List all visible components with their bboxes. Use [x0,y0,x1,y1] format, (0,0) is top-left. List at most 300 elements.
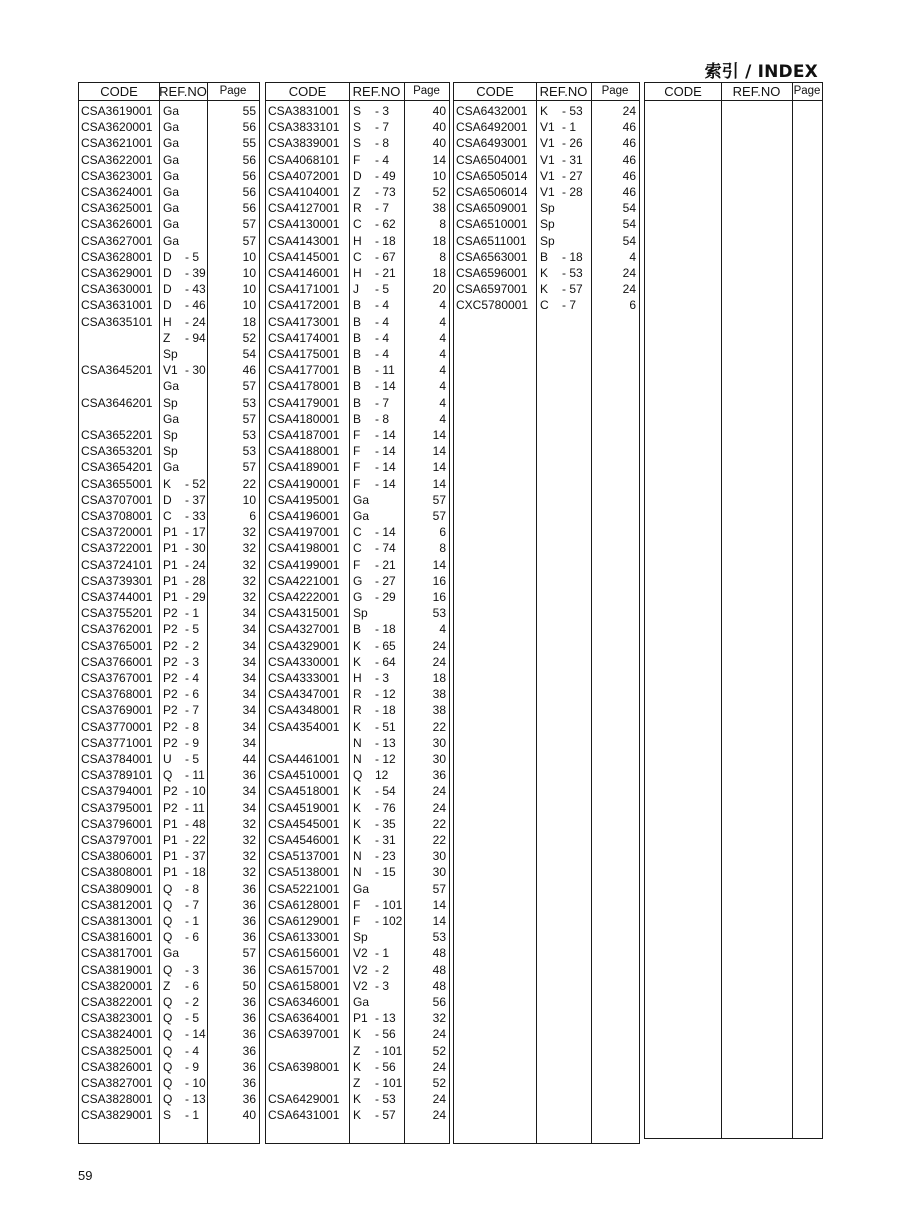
table-row [79,411,259,427]
code-cell: CSA4546001 [268,833,340,847]
ref-number-cell: - 24 [185,314,206,329]
ref-group-cell: P2 [163,638,178,653]
page-cell: 57 [242,460,256,475]
ref-group-cell: P2 [163,703,178,718]
ref-number-cell: - 14 [375,525,396,540]
ref-group-cell: G [353,573,363,588]
page-cell: 20 [432,282,446,297]
code-cell: CSA3824001 [81,1027,153,1042]
ref-number-cell: - 5 [185,249,200,264]
table-row [266,832,449,848]
ref-number-cell: - 15 [375,865,396,880]
table-row [454,265,639,281]
ref-group-cell: D [163,492,172,507]
ref-group-cell: C [163,509,172,523]
ref-group-cell: P2 [163,622,178,637]
ref-group-cell: P2 [163,654,178,669]
ref-group-cell: C [353,217,362,232]
table-row [79,362,259,378]
column-header-row [454,83,639,101]
page-cell: 36 [242,1011,256,1026]
code-cell: CSA6597001 [456,282,528,297]
ref-group-cell: D [163,249,172,264]
ref-group-cell: K [353,719,362,734]
code-cell: CSA3621001 [81,136,153,151]
ref-group-cell: B [353,411,362,426]
page-cell: 14 [432,914,446,928]
code-cell: CSA3623001 [81,168,153,183]
code-cell: CSA3626001 [81,217,153,232]
code-cell: CSA5221001 [268,881,340,896]
ref-number-cell: - 76 [375,800,396,815]
code-cell: CSA3708001 [81,509,153,523]
code-cell: CSA3767001 [81,671,153,685]
ref-number-cell: - 8 [375,411,390,426]
table-row [266,589,449,605]
ref-number-cell: - 7 [185,897,200,912]
code-cell: CSA4196001 [268,509,340,523]
page-cell: 8 [439,249,446,264]
ref-group-cell: K [163,476,172,491]
ref-number-cell: - 18 [562,249,583,264]
ref-group-cell: Sp [163,444,178,459]
ref-group-cell: P1 [163,590,178,604]
ref-number-cell: - 27 [375,573,396,588]
ref-number-cell: - 53 [375,1092,396,1107]
ref-group-cell: C [353,541,362,556]
ref-number-cell: - 7 [375,395,390,410]
ref-number-cell: - 62 [375,217,396,232]
ref-number-cell: - 27 [562,168,583,183]
code-cell: CSA4545001 [268,816,340,831]
ref-number-cell: - 53 [562,266,583,280]
code-cell: CSA4130001 [268,217,340,232]
ref-number-cell: - 1 [185,1108,200,1123]
page-cell: 36 [242,1027,256,1042]
table-row [454,297,639,313]
page-cell: 57 [432,492,446,507]
code-cell: CSA6157001 [268,962,340,977]
ref-group-cell: V1 [540,152,555,167]
page-cell: 53 [432,606,446,621]
table-row [79,1059,259,1075]
page-cell: 14 [432,460,446,475]
code-cell: CSA6346001 [268,995,340,1009]
code-cell: CSA3755201 [81,606,153,621]
ref-number-cell: - 2 [185,995,200,1009]
page-cell: 48 [432,946,446,961]
code-cell: CSA4195001 [268,492,340,507]
table-row [79,524,259,540]
ref-no-header: REF.NO [159,84,207,99]
ref-group-cell: K [540,104,549,118]
table-row [266,395,449,411]
ref-number-cell: - 18 [375,622,396,637]
ref-group-cell: Ga [163,152,180,167]
ref-number-cell: - 1 [375,946,390,961]
table-row [79,1010,259,1026]
ref-group-cell: Sp [353,606,368,621]
page-cell: 34 [242,800,256,815]
ref-group-cell: K [540,266,549,280]
table-row [454,152,639,168]
code-cell: CSA6563001 [456,249,528,264]
ref-number-cell: - 51 [375,719,396,734]
ref-number-cell: - 1 [185,914,200,928]
ref-group-cell: B [353,622,362,637]
table-row [266,751,449,767]
ref-group-cell: Sp [540,217,555,232]
ref-number-cell: - 13 [375,1011,396,1026]
table-row [266,816,449,832]
page-cell: 18 [432,671,446,685]
page-cell: 18 [242,314,256,329]
table-row [79,281,259,297]
ref-group-cell: B [353,298,362,313]
page-cell: 46 [622,152,636,167]
code-cell: CSA6398001 [268,1059,340,1074]
page-cell: 32 [432,1011,446,1026]
code-cell: CSA3628001 [81,249,153,264]
page-cell: 36 [432,768,446,783]
ref-number-cell: - 5 [185,752,200,766]
page-cell: 55 [242,136,256,151]
code-cell: CSA4330001 [268,654,340,669]
page-cell: 10 [242,266,256,280]
code-cell: CSA3796001 [81,816,153,831]
page-cell: 4 [439,363,446,378]
page-cell: 24 [622,282,636,297]
ref-group-cell: B [540,249,549,264]
code-cell: CSA6510001 [456,217,528,232]
page-cell: 32 [242,849,256,864]
page-cell: 48 [432,962,446,977]
page-cell: 56 [242,120,256,135]
page-cell: 24 [432,1092,446,1107]
page-cell: 4 [629,249,636,264]
ref-group-cell: Sp [353,930,368,945]
table-row [79,168,259,184]
page-cell: 53 [432,930,446,945]
table-row [266,848,449,864]
page-cell: 24 [622,104,636,118]
code-cell: CSA3808001 [81,865,153,880]
page-cell: 46 [622,168,636,183]
page-cell: 22 [432,816,446,831]
page-cell: 34 [242,671,256,685]
code-cell: CSA4348001 [268,703,340,718]
code-cell: CSA3655001 [81,476,153,491]
ref-group-cell: B [353,395,362,410]
code-cell: CSA4180001 [268,411,340,426]
ref-group-cell: Ga [353,881,370,896]
ref-group-cell: Sp [163,428,178,442]
ref-group-cell: S [353,120,362,135]
ref-number-cell: - 22 [185,833,206,847]
ref-number-cell: - 4 [375,347,390,361]
table-row [79,395,259,411]
table-row [266,702,449,718]
page-cell: 57 [432,881,446,896]
ref-group-cell: P1 [163,865,178,880]
ref-number-cell: - 46 [185,298,206,313]
table-row [266,897,449,913]
table-row [79,459,259,475]
ref-group-cell: V2 [353,962,368,977]
ref-group-cell: C [353,525,362,540]
page-cell: 40 [432,136,446,151]
table-row [79,378,259,394]
page-cell: 4 [439,379,446,394]
code-cell: CSA6364001 [268,1011,340,1026]
code-cell: CSA4329001 [268,638,340,653]
column-header-row [79,83,259,101]
table-row [454,168,639,184]
code-header: CODE [476,84,514,99]
page-cell: 50 [242,978,256,993]
ref-group-cell: P1 [163,557,178,572]
ref-number-cell: - 18 [375,233,396,248]
code-cell: CSA3620001 [81,120,153,135]
table-row [266,265,449,281]
page-cell: 24 [432,784,446,799]
table-row [79,1043,259,1059]
code-cell: CSA3833101 [268,120,340,135]
ref-group-cell: K [353,654,362,669]
code-cell: CSA4354001 [268,719,340,734]
code-cell: CSA3624001 [81,185,153,199]
ref-number-cell: - 3 [185,654,200,669]
ref-group-cell: K [353,816,362,831]
code-cell: CSA6509001 [456,201,528,216]
table-row [266,686,449,702]
ref-number-cell: - 24 [185,557,206,572]
table-row [79,897,259,913]
table-row [79,864,259,880]
code-cell: CSA3839001 [268,136,340,151]
code-cell: CSA3817001 [81,946,153,961]
page-cell: 24 [432,654,446,669]
page-cell: 56 [242,201,256,216]
table-row [79,265,259,281]
table-row [79,1107,259,1123]
code-cell: CSA4068101 [268,152,340,167]
table-row [266,783,449,799]
ref-group-cell: Z [353,185,361,199]
ref-group-cell: D [353,168,362,183]
code-cell: CSA3770001 [81,719,153,734]
ref-number-cell: - 67 [375,249,396,264]
page-cell: 32 [242,865,256,880]
ref-number-cell: - 3 [375,104,390,118]
ref-group-cell: V2 [353,946,368,961]
index-column-1 [78,82,260,1144]
page-cell: 10 [242,298,256,313]
page-cell: 36 [242,768,256,783]
table-row [454,103,639,119]
ref-number-cell: - 3 [375,671,390,685]
table-row [79,427,259,443]
page-cell: 30 [432,865,446,880]
code-header: CODE [100,84,138,99]
page-cell: 30 [432,849,446,864]
code-cell: CSA3820001 [81,978,153,993]
ref-number-cell: - 7 [375,120,390,135]
code-cell: CSA4190001 [268,476,340,491]
table-row [79,751,259,767]
code-cell: CSA4187001 [268,428,340,442]
ref-group-cell: Ga [163,379,180,394]
table-row [79,249,259,265]
page-cell: 32 [242,525,256,540]
table-row [266,297,449,313]
page-cell: 53 [242,444,256,459]
table-row [266,492,449,508]
ref-group-cell: P1 [163,573,178,588]
page-cell: 4 [439,395,446,410]
table-row [454,200,639,216]
table-row [79,702,259,718]
table-row [79,638,259,654]
table-row [79,767,259,783]
ref-group-cell: V2 [353,978,368,993]
ref-group-cell: R [353,201,362,216]
code-cell: CSA3765001 [81,638,153,653]
table-row [79,200,259,216]
page-cell: 30 [432,752,446,766]
code-cell: CSA6156001 [268,946,340,961]
ref-number-cell: - 49 [375,168,396,183]
ref-group-cell: Ga [163,185,180,199]
ref-number-cell: - 11 [375,363,395,378]
code-cell: CSA6505014 [456,168,528,183]
ref-number-cell: - 56 [375,1059,396,1074]
page-cell: 6 [439,525,446,540]
ref-group-cell: K [353,833,362,847]
ref-group-cell: Z [163,978,171,993]
page-cell: 44 [242,752,256,766]
ref-group-cell: P2 [163,800,178,815]
page-cell: 32 [242,590,256,604]
page-cell: 22 [242,476,256,491]
code-cell: CSA4145001 [268,249,340,264]
ref-number-cell: - 101 [375,1043,403,1058]
ref-group-cell: Sp [163,395,178,410]
code-cell: CSA3769001 [81,703,153,718]
table-row [79,573,259,589]
ref-group-cell: S [353,136,362,151]
code-cell: CSA3823001 [81,1011,153,1026]
ref-number-cell: - 57 [562,282,583,297]
table-row [79,962,259,978]
page-cell: 36 [242,930,256,945]
ref-group-cell: Q [163,1043,173,1058]
ref-number-cell: - 28 [562,185,583,199]
ref-number-cell: - 7 [375,201,390,216]
ref-group-cell: Q [163,995,173,1009]
ref-number-cell: - 8 [185,719,200,734]
page-cell: 36 [242,881,256,896]
code-cell: CSA3625001 [81,201,153,216]
ref-group-cell: P2 [163,606,178,621]
ref-group-cell: Ga [163,168,180,183]
page-cell: 36 [242,1092,256,1107]
page-cell: 30 [432,735,446,750]
ref-group-cell: H [163,314,172,329]
table-row [266,200,449,216]
ref-group-cell: B [353,363,362,378]
code-cell: CSA3652201 [81,428,153,442]
ref-number-cell: - 7 [562,298,577,313]
ref-group-cell: V1 [540,120,555,135]
code-cell: CSA4174001 [268,330,340,345]
table-row [266,864,449,880]
page-cell: 4 [439,330,446,345]
page-cell: 24 [432,1059,446,1074]
page-cell: 53 [242,428,256,442]
ref-group-cell: B [353,330,362,345]
ref-number-cell: - 7 [185,703,200,718]
page-cell: 40 [432,120,446,135]
ref-group-cell: Ga [163,233,180,248]
ref-group-cell: C [353,249,362,264]
ref-group-cell: Ga [353,995,370,1009]
page-cell: 36 [242,897,256,912]
ref-group-cell: D [163,266,172,280]
code-cell: CSA3816001 [81,930,153,945]
table-row [454,135,639,151]
ref-group-cell: K [353,1059,362,1074]
code-cell: CSA5137001 [268,849,340,864]
page-cell: 54 [622,201,636,216]
ref-group-cell: Ga [163,136,180,151]
table-row [266,929,449,945]
ref-number-cell: - 9 [185,1059,200,1074]
table-row [266,1075,449,1091]
page-cell: 34 [242,719,256,734]
ref-number-cell: - 33 [185,509,206,523]
ref-group-cell: S [163,1108,172,1123]
code-cell: CSA4172001 [268,298,340,313]
page-cell: 36 [242,1043,256,1058]
ref-number-cell: - 28 [185,573,206,588]
index-column-4 [644,82,823,1139]
ref-number-cell: - 53 [562,104,583,118]
table-row [266,1091,449,1107]
ref-number-cell: - 74 [375,541,396,556]
page-cell: 34 [242,735,256,750]
page-header: Page [413,85,440,97]
table-row [266,767,449,783]
ref-number-cell: - 14 [375,428,396,442]
code-cell: CSA3768001 [81,687,153,702]
code-cell: CSA3795001 [81,800,153,815]
ref-number-cell: - 73 [375,185,396,199]
code-cell: CSA5138001 [268,865,340,880]
table-row [266,184,449,200]
ref-group-cell: F [353,914,361,928]
page-cell: 18 [432,233,446,248]
code-cell: CSA3653201 [81,444,153,459]
code-cell: CSA3722001 [81,541,153,556]
code-cell: CSA4179001 [268,395,340,410]
table-row [266,330,449,346]
code-cell: CSA3784001 [81,752,153,766]
page-cell: 40 [242,1108,256,1123]
page-cell: 56 [432,995,446,1009]
code-cell: CSA3627001 [81,233,153,248]
ref-group-cell: Ga [163,201,180,216]
